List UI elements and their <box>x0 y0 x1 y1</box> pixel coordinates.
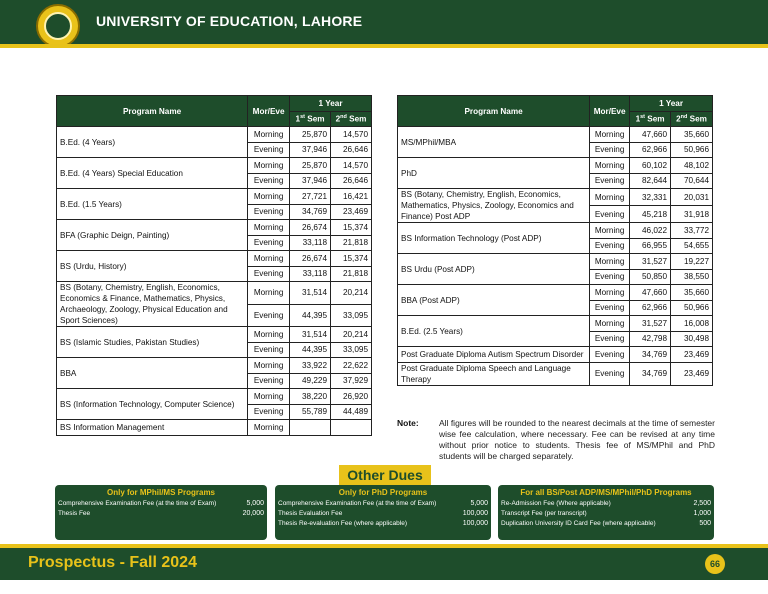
dues-box-heading: Only for PhD Programs <box>338 488 428 497</box>
col-header-shift: Mor/Eve <box>248 96 290 127</box>
program-name: BBA <box>57 358 248 389</box>
sem2-fee: 23,469 <box>671 347 713 363</box>
sem1-fee: 25,870 <box>290 158 331 174</box>
shift-cell: Morning <box>248 189 290 205</box>
sem2-fee: 31,918 <box>671 206 713 223</box>
shift-cell: Evening <box>248 304 290 327</box>
sem2-fee: 26,646 <box>331 173 372 189</box>
sem1-fee: 42,798 <box>630 331 671 347</box>
program-name: B.Ed. (4 Years) Special Education <box>57 158 248 189</box>
header-divider <box>0 44 768 48</box>
table-row <box>398 223 713 239</box>
shift-cell: Morning <box>248 389 290 405</box>
sem2-fee: 16,008 <box>671 316 713 332</box>
sem2-fee: 16,421 <box>331 189 372 205</box>
shift-cell: Morning <box>590 127 630 143</box>
program-name: BS Information Technology (Post ADP) <box>398 223 590 254</box>
table-row <box>57 158 372 174</box>
sem2-fee: 14,570 <box>331 127 372 143</box>
sem2-fee: 44,489 <box>331 404 372 420</box>
col-header-year: 1 Year <box>630 96 713 112</box>
shift-cell: Morning <box>248 158 290 174</box>
shift-cell: Evening <box>590 142 630 158</box>
program-name: B.Ed. (2.5 Years) <box>398 316 590 347</box>
dues-item-amount: 5,000 <box>470 500 488 507</box>
sem1-fee: 49,229 <box>290 373 331 389</box>
sem2-fee: 33,095 <box>331 342 372 358</box>
sem1-fee: 50,850 <box>630 269 671 285</box>
col-header-shift: Mor/Eve <box>590 96 630 127</box>
sem2-fee: 21,818 <box>331 266 372 282</box>
shift-cell: Evening <box>590 331 630 347</box>
shift-cell: Morning <box>590 223 630 239</box>
shift-cell: Evening <box>590 347 630 363</box>
sem1-fee: 62,966 <box>630 142 671 158</box>
shift-cell: Morning <box>248 327 290 343</box>
sem2-fee: 37,929 <box>331 373 372 389</box>
sem1-fee: 25,870 <box>290 127 331 143</box>
fee-table-left <box>56 95 372 436</box>
sem1-fee: 33,118 <box>290 235 331 251</box>
shift-cell: Evening <box>590 238 630 254</box>
dues-item <box>498 520 714 527</box>
sem1-fee: 31,527 <box>630 254 671 270</box>
shift-cell: Evening <box>590 206 630 223</box>
sem2-fee: 23,469 <box>671 362 713 385</box>
sem1-fee: 32,331 <box>630 189 671 206</box>
sem1-fee: 34,769 <box>290 204 331 220</box>
table-row <box>398 362 713 385</box>
table-row <box>398 127 713 143</box>
shift-cell: Evening <box>248 373 290 389</box>
table-row <box>57 251 372 267</box>
program-name: B.Ed. (1.5 Years) <box>57 189 248 220</box>
table-row <box>57 189 372 205</box>
program-name: BS Information Management <box>57 420 248 436</box>
sem1-fee: 31,514 <box>290 327 331 343</box>
table-row <box>398 158 713 174</box>
dues-box-mphil-ms <box>55 485 267 540</box>
table-row <box>57 327 372 343</box>
col-header-sem1: 1st Sem <box>630 111 671 127</box>
sem2-fee: 70,644 <box>671 173 713 189</box>
sem1-fee: 60,102 <box>630 158 671 174</box>
note-text: All figures will be rounded to the nearest decimals at the time of semester wise fee calculation, where necessary. Fee can be revised at any time without prior notice to students. Thesis fee of MS/MPhil and PhD students will be charged separately. <box>439 418 715 461</box>
col-header-year: 1 Year <box>290 96 372 112</box>
table-row <box>398 254 713 270</box>
col-header-sem2: 2nd Sem <box>331 111 372 127</box>
program-name: BS (Islamic Studies, Pakistan Studies) <box>57 327 248 358</box>
shift-cell: Evening <box>248 204 290 220</box>
sem1-fee: 33,118 <box>290 266 331 282</box>
dues-item-amount: 20,000 <box>242 510 264 517</box>
sem1-fee: 37,946 <box>290 142 331 158</box>
sem1-fee: 27,721 <box>290 189 331 205</box>
dues-item <box>275 500 491 507</box>
page-header <box>0 0 768 44</box>
dues-item <box>275 510 491 517</box>
col-header-program: Program Name <box>57 96 248 127</box>
sem1-fee: 31,514 <box>290 282 331 305</box>
program-name: Post Graduate Diploma Speech and Language Therapy <box>398 362 590 385</box>
university-title: UNIVERSITY OF EDUCATION, LAHORE <box>96 13 363 29</box>
sem1-fee: 37,946 <box>290 173 331 189</box>
sem2-fee: 20,214 <box>331 282 372 305</box>
sem1-fee: 26,674 <box>290 220 331 236</box>
program-name: MS/MPhil/MBA <box>398 127 590 158</box>
shift-cell: Morning <box>248 251 290 267</box>
program-name: BS Urdu (Post ADP) <box>398 254 590 285</box>
sem1-fee: 55,789 <box>290 404 331 420</box>
dues-item-label: Thesis Fee <box>58 510 91 517</box>
table-row <box>398 316 713 332</box>
sem1-fee: 46,022 <box>630 223 671 239</box>
sem2-fee: 14,570 <box>331 158 372 174</box>
table-row <box>398 189 713 206</box>
sem2-fee: 20,214 <box>331 327 372 343</box>
program-name: BS (Urdu, History) <box>57 251 248 282</box>
shift-cell: Evening <box>248 235 290 251</box>
shift-cell: Morning <box>590 285 630 301</box>
dues-item <box>498 510 714 517</box>
sem1-fee: 38,220 <box>290 389 331 405</box>
dues-item-label: Re-Admission Fee (Where applicable) <box>501 500 611 507</box>
dues-item-label: Comprehensive Examination Fee (at the time of Exam) <box>58 500 217 507</box>
dues-item <box>498 500 714 507</box>
shift-cell: Evening <box>248 142 290 158</box>
sem1-fee: 47,660 <box>630 285 671 301</box>
sem1-fee: 62,966 <box>630 300 671 316</box>
shift-cell: Evening <box>248 342 290 358</box>
sem1-fee: 31,527 <box>630 316 671 332</box>
shift-cell: Evening <box>590 300 630 316</box>
shift-cell: Morning <box>590 189 630 206</box>
table-row <box>57 220 372 236</box>
sem1-fee: 33,922 <box>290 358 331 374</box>
program-name: BFA (Graphic Deign, Painting) <box>57 220 248 251</box>
sem2-fee: 38,550 <box>671 269 713 285</box>
program-name: BS (Information Technology, Computer Science) <box>57 389 248 420</box>
sem2-fee: 26,920 <box>331 389 372 405</box>
sem1-fee: 45,218 <box>630 206 671 223</box>
sem2-fee: 33,095 <box>331 304 372 327</box>
dues-box-phd <box>275 485 491 540</box>
sem2-fee: 33,772 <box>671 223 713 239</box>
sem1-fee: 44,395 <box>290 342 331 358</box>
shift-cell: Morning <box>248 358 290 374</box>
program-name: BS (Botany, Chemistry, English, Economics, Economics & Finance, Mathematics, Physics, Archaeology, Zoology, Physical Education and Sport Sciences) <box>57 282 248 327</box>
table-row <box>57 420 372 436</box>
sem2-fee: 23,469 <box>331 204 372 220</box>
dues-item-label: Thesis Re-evaluation Fee (where applicable) <box>278 520 407 527</box>
shift-cell: Morning <box>590 158 630 174</box>
page-footer <box>0 548 768 580</box>
sem2-fee: 20,031 <box>671 189 713 206</box>
shift-cell: Evening <box>248 404 290 420</box>
dues-box-heading: For all BS/Post ADP/MS/MPhil/PhD Programs <box>520 488 692 497</box>
header-row <box>398 96 713 112</box>
program-name: BBA (Post ADP) <box>398 285 590 316</box>
shift-cell: Evening <box>248 173 290 189</box>
sem2-fee: 15,374 <box>331 251 372 267</box>
shift-cell: Morning <box>248 127 290 143</box>
other-dues-title: Other Dues <box>339 465 431 485</box>
dues-item-amount: 2,500 <box>693 500 711 507</box>
shift-cell: Evening <box>590 269 630 285</box>
dues-item-label: Transcript Fee (per transcript) <box>501 510 587 517</box>
dues-item-label: Duplication University ID Card Fee (where applicable) <box>501 520 656 527</box>
table-row <box>57 127 372 143</box>
program-name: PhD <box>398 158 590 189</box>
shift-cell: Morning <box>590 254 630 270</box>
sem2-fee: 35,660 <box>671 285 713 301</box>
shift-cell: Evening <box>248 266 290 282</box>
fee-note <box>397 418 715 462</box>
sem2-fee: 48,102 <box>671 158 713 174</box>
dues-item-amount: 5,000 <box>246 500 264 507</box>
dues-item-amount: 100,000 <box>462 520 488 527</box>
sem2-fee: 15,374 <box>331 220 372 236</box>
table-row <box>398 347 713 363</box>
page-number: 66 <box>705 554 725 574</box>
col-header-program: Program Name <box>398 96 590 127</box>
dues-item <box>55 510 267 517</box>
dues-item <box>55 500 267 507</box>
sem1-fee: 44,395 <box>290 304 331 327</box>
sem1-fee: 47,660 <box>630 127 671 143</box>
program-name: BS (Botany, Chemistry, English, Economics, Mathematics, Physics, Zoology, Economics and Finance) Post ADP <box>398 189 590 223</box>
prospectus-title: Prospectus - Fall 2024 <box>28 554 197 571</box>
shift-cell: Morning <box>590 316 630 332</box>
sem2-fee: 22,622 <box>331 358 372 374</box>
dues-item-amount: 1,000 <box>693 510 711 517</box>
dues-item-amount: 500 <box>699 520 711 527</box>
sem2-fee: 26,646 <box>331 142 372 158</box>
col-header-sem2: 2nd Sem <box>671 111 713 127</box>
sem2-fee: 50,966 <box>671 142 713 158</box>
sem2-fee: 30,498 <box>671 331 713 347</box>
header-row <box>57 96 372 112</box>
sem2-fee <box>331 420 372 436</box>
col-header-sem1: 1st Sem <box>290 111 331 127</box>
table-row <box>57 282 372 305</box>
shift-cell: Morning <box>248 220 290 236</box>
sem2-fee: 50,966 <box>671 300 713 316</box>
sem1-fee: 26,674 <box>290 251 331 267</box>
table-row <box>57 389 372 405</box>
dues-box-all-programs <box>498 485 714 540</box>
sem2-fee: 19,227 <box>671 254 713 270</box>
program-name: Post Graduate Diploma Autism Spectrum Disorder <box>398 347 590 363</box>
sem1-fee: 66,955 <box>630 238 671 254</box>
dues-item-label: Comprehensive Examination Fee (at the time of Exam) <box>278 500 437 507</box>
sem2-fee: 35,660 <box>671 127 713 143</box>
table-row <box>398 285 713 301</box>
shift-cell: Morning <box>248 420 290 436</box>
dues-item <box>275 520 491 527</box>
sem1-fee: 82,644 <box>630 173 671 189</box>
table-row <box>57 358 372 374</box>
note-label: Note: <box>397 418 419 428</box>
dues-item-label: Thesis Evaluation Fee <box>278 510 343 517</box>
university-logo-icon <box>36 4 80 48</box>
shift-cell: Morning <box>248 282 290 305</box>
sem1-fee: 34,769 <box>630 362 671 385</box>
sem2-fee: 54,655 <box>671 238 713 254</box>
dues-box-heading: Only for MPhil/MS Programs <box>106 488 215 497</box>
sem1-fee: 34,769 <box>630 347 671 363</box>
fee-table-right <box>397 95 713 386</box>
sem1-fee <box>290 420 331 436</box>
shift-cell: Evening <box>590 362 630 385</box>
sem2-fee: 21,818 <box>331 235 372 251</box>
shift-cell: Evening <box>590 173 630 189</box>
program-name: B.Ed. (4 Years) <box>57 127 248 158</box>
dues-item-amount: 100,000 <box>462 510 488 517</box>
